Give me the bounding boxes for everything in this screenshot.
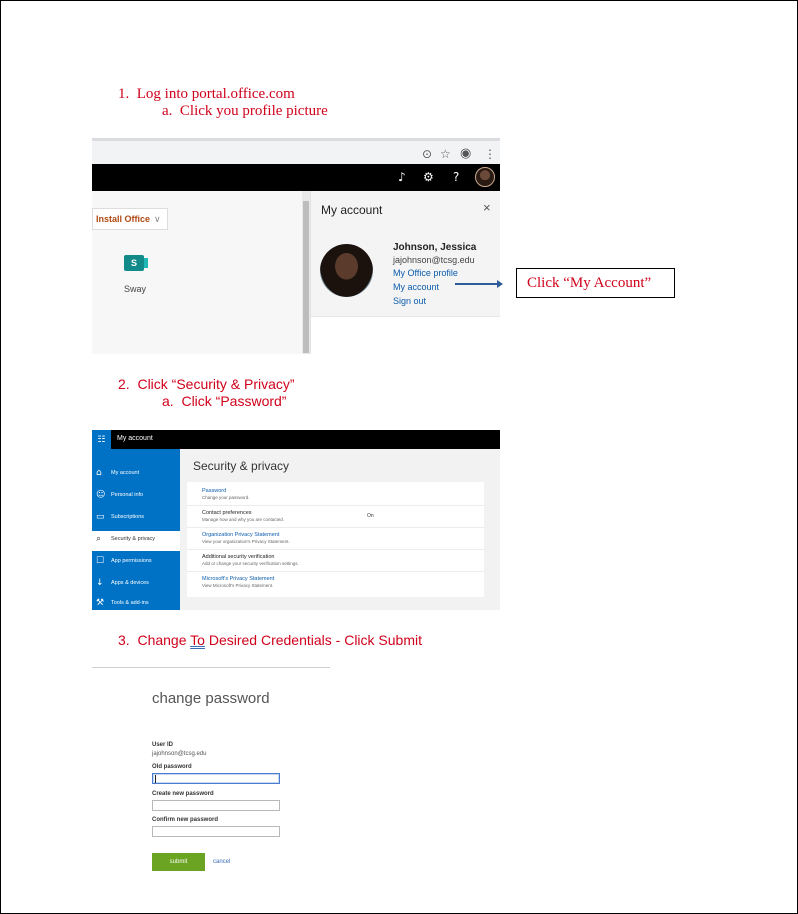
sway-app-icon[interactable]: S — [124, 255, 144, 271]
submit-button[interactable]: submit — [152, 853, 205, 871]
security-verification-row[interactable] — [187, 550, 484, 572]
contact-preferences-row[interactable] — [187, 506, 484, 528]
notification-bell-icon[interactable]: ♪ — [398, 170, 406, 184]
home-icon: ⌂ — [96, 468, 102, 478]
sidebar-item-personal-info[interactable] — [92, 487, 180, 507]
sidebar-item-label: Security & privacy — [111, 536, 156, 542]
step-3-suffix: Desired Credentials - Click Submit — [204, 632, 423, 648]
browser-toolbar — [92, 138, 500, 164]
password-link[interactable]: Password — [202, 488, 227, 494]
scrollbar-thumb[interactable] — [303, 201, 309, 353]
sign-out-link[interactable]: Sign out — [393, 296, 427, 306]
bookmark-star-icon[interactable]: ☆ — [440, 147, 451, 161]
ms-privacy-link[interactable]: Microsoft's Privacy Statement — [202, 576, 275, 582]
account-sidebar — [92, 449, 180, 610]
new-password-field[interactable] — [152, 800, 280, 811]
step-3-text — [118, 632, 422, 648]
user-id-value: jajohnson@tcsg.edu — [152, 751, 207, 757]
office-home-content — [92, 191, 302, 354]
profile-photo — [320, 244, 373, 297]
row-title: Additional security verification — [202, 554, 275, 560]
sidebar-item-label: App permissions — [111, 558, 152, 564]
step-3-prefix: 3. Change — [118, 632, 191, 648]
my-account-link[interactable]: My account — [393, 282, 440, 292]
row-title: Contact preferences — [202, 510, 252, 516]
sidebar-item-apps-devices[interactable] — [92, 575, 180, 595]
create-password-label: Create new password — [152, 791, 214, 797]
close-icon[interactable]: × — [483, 200, 491, 215]
key-icon: ⌕ — [96, 534, 102, 544]
org-privacy-link[interactable]: Organization Privacy Statement — [202, 532, 280, 538]
screenshot-top-border — [92, 667, 330, 668]
sidebar-item-my-account[interactable] — [92, 465, 180, 485]
profile-picture-button[interactable] — [475, 167, 495, 187]
step-1a-text: a. Click you profile picture — [162, 103, 328, 119]
panel-profile-section — [311, 227, 500, 317]
security-settings-card — [187, 482, 484, 597]
org-privacy-row[interactable] — [187, 528, 484, 550]
text-caret — [155, 775, 156, 783]
location-icon[interactable]: ⊙ — [422, 147, 433, 161]
change-password-title: change password — [152, 690, 270, 707]
step-2-text: 2. Click “Security & Privacy” — [118, 376, 295, 392]
settings-gear-icon[interactable]: ⚙ — [423, 170, 434, 184]
cancel-link[interactable]: cancel — [213, 859, 231, 865]
password-row[interactable] — [187, 484, 484, 506]
lock-icon: ☐ — [96, 556, 105, 566]
sway-app-label[interactable]: Sway — [124, 284, 147, 294]
panel-title: My account — [321, 203, 383, 217]
wrench-icon: ⚒ — [96, 598, 105, 608]
sidebar-item-tools-addins[interactable] — [92, 595, 180, 610]
scrollbar[interactable] — [302, 191, 310, 354]
row-description: Manage how and why you are contacted. — [202, 517, 285, 522]
sidebar-item-label: Tools & add-ins — [111, 600, 149, 606]
panel-header — [311, 191, 500, 227]
ms-privacy-row[interactable] — [187, 572, 484, 594]
sidebar-item-app-permissions[interactable] — [92, 553, 180, 573]
sidebar-item-label: My account — [111, 470, 140, 476]
old-password-field[interactable] — [152, 773, 280, 784]
chevron-down-icon: ∨ — [154, 214, 161, 224]
row-description: View your organization's Privacy Statement. — [202, 539, 290, 544]
download-icon: ↓ — [96, 578, 104, 588]
callout-arrowhead-icon — [497, 280, 503, 288]
row-description: View Microsoft's Privacy Statement. — [202, 583, 274, 588]
app-launcher-icon[interactable]: ☷ — [92, 430, 111, 449]
browser-menu-icon[interactable]: ⋮ — [484, 147, 496, 161]
old-password-label: Old password — [152, 764, 192, 770]
step-3-underlined-word: To — [190, 632, 205, 648]
sidebar-item-subscriptions[interactable] — [92, 509, 180, 529]
row-description: Add or change your security verification settings. — [202, 561, 299, 566]
confirm-password-label: Confirm new password — [152, 817, 219, 823]
person-icon: ☺ — [96, 490, 106, 500]
user-id-label: User ID — [152, 742, 174, 748]
card-icon: ▭ — [96, 512, 105, 522]
security-privacy-heading: Security & privacy — [193, 459, 290, 473]
step-1-text: 1. Log into portal.office.com — [118, 86, 295, 102]
install-office-button[interactable] — [92, 208, 168, 230]
my-account-panel — [310, 191, 500, 354]
step-2a-text: a. Click “Password” — [162, 393, 287, 409]
click-my-account-callout: Click “My Account” — [516, 268, 675, 298]
user-email: jajohnson@tcsg.edu — [393, 255, 475, 265]
office-app-bar — [92, 164, 500, 191]
browser-profile-icon[interactable]: ◉ — [460, 146, 472, 161]
my-account-top-bar — [92, 430, 500, 449]
sidebar-item-label: Subscriptions — [111, 514, 145, 520]
callout-arrow-line — [455, 283, 499, 285]
screenshot-portal-profile — [92, 138, 500, 354]
sidebar-item-label: Apps & devices — [111, 580, 149, 586]
confirm-password-field[interactable] — [152, 826, 280, 837]
help-icon[interactable]: ? — [453, 170, 460, 184]
sidebar-item-label: Personal info — [111, 492, 144, 498]
contact-preferences-status: On — [367, 513, 374, 519]
user-name: Johnson, Jessica — [393, 242, 477, 253]
sidebar-item-security-privacy[interactable] — [92, 531, 180, 551]
top-bar-title: My account — [117, 435, 153, 442]
my-office-profile-link[interactable]: My Office profile — [393, 268, 458, 278]
screenshot-security-privacy — [92, 430, 500, 610]
row-description: Change your password. — [202, 495, 250, 500]
install-office-label: Install Office — [96, 214, 151, 224]
